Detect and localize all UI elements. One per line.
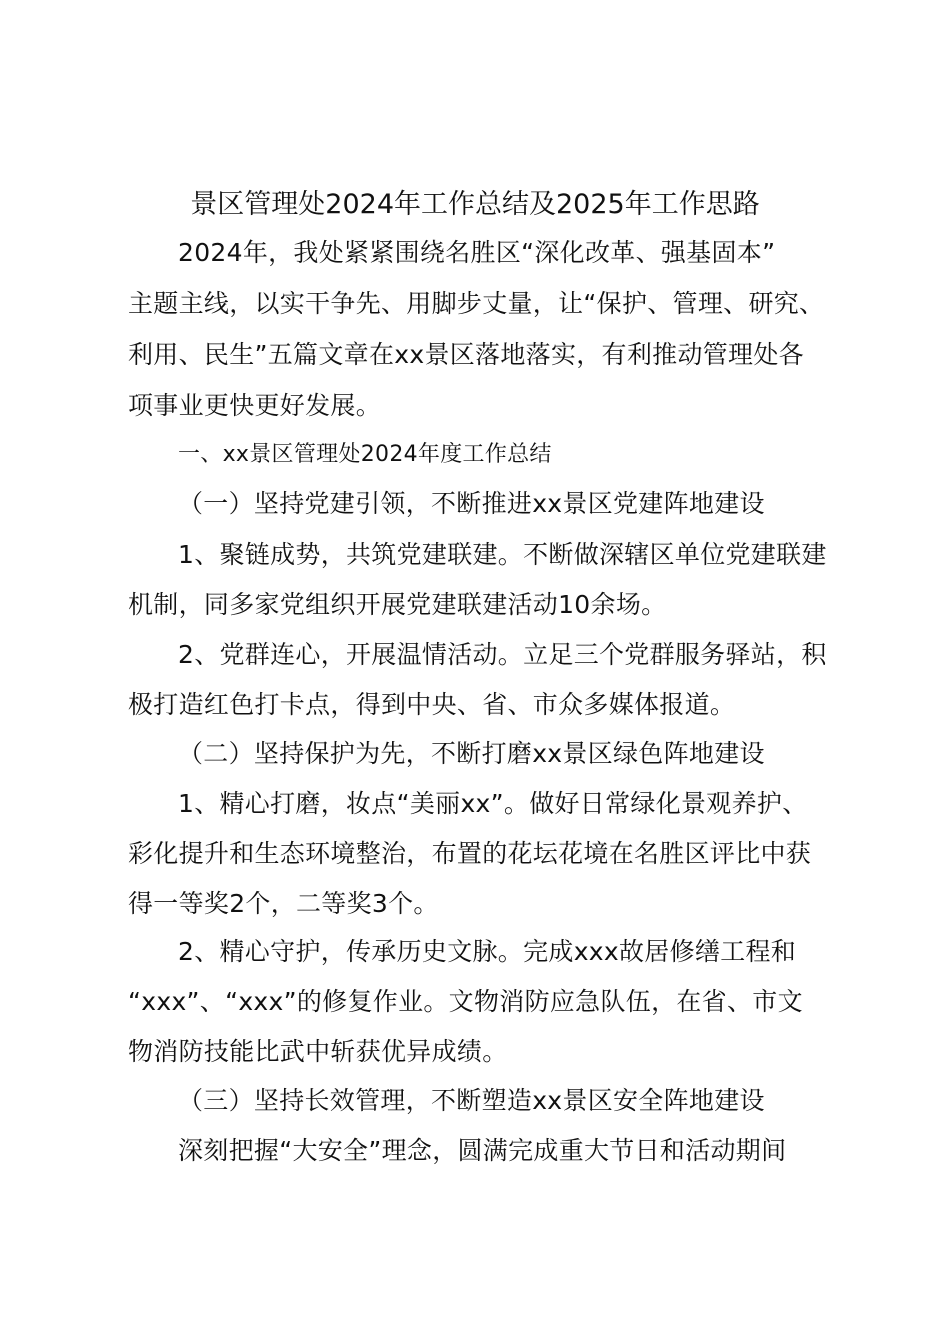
paragraph-line: “xxx”、“xxx”的修复作业。文物消防应急队伍，在省、市文: [128, 987, 803, 1016]
paragraph-line: 1、精心打磨，妆点“美丽xx”。做好日常绿化景观养护、: [178, 789, 808, 818]
subsection-heading: （三）坚持长效管理，不断塑造xx景区安全阵地建设: [178, 1086, 765, 1115]
paragraph-line: 2、党群连心，开展温情活动。立足三个党群服务驿站，积: [178, 640, 827, 669]
paragraph-line: 极打造红色打卡点，得到中央、省、市众多媒体报道。: [128, 690, 736, 719]
paragraph-line: 2、精心守护，传承历史文脉。完成xxx故居修缮工程和: [178, 937, 797, 966]
paragraph-line: 2024年，我处紧紧围绕名胜区“深化改革、强基固本”: [178, 238, 776, 267]
paragraph-line: 项事业更快更好发展。: [128, 391, 382, 420]
paragraph-line: 利用、民生”五篇文章在xx景区落地落实，有利推动管理处各: [128, 340, 804, 369]
subsection-heading: （一）坚持党建引领，不断推进xx景区党建阵地建设: [178, 489, 765, 518]
paragraph-line: 主题主线，以实干争先、用脚步丈量，让“保护、管理、研究、: [128, 289, 825, 318]
paragraph-line: 1、聚链成势，共筑党建联建。不断做深辖区单位党建联建: [178, 540, 827, 569]
document-title: 景区管理处2024年工作总结及2025年工作思路: [190, 189, 760, 220]
paragraph-line: 得一等奖2个，二等奖3个。: [128, 889, 439, 918]
subsection-heading: （二）坚持保护为先，不断打磨xx景区绿色阵地建设: [178, 739, 765, 768]
paragraph-line: 深刻把握“大安全”理念，圆满完成重大节日和活动期间: [178, 1136, 787, 1165]
section-heading: 一、xx景区管理处2024年度工作总结: [178, 442, 552, 467]
paragraph-line: 物消防技能比武中斩获优异成绩。: [128, 1037, 508, 1066]
paragraph-line: 机制，同多家党组织开展党建联建活动10余场。: [128, 590, 667, 619]
paragraph-line: 彩化提升和生态环境整治，布置的花坛花境在名胜区评比中获: [128, 839, 812, 868]
